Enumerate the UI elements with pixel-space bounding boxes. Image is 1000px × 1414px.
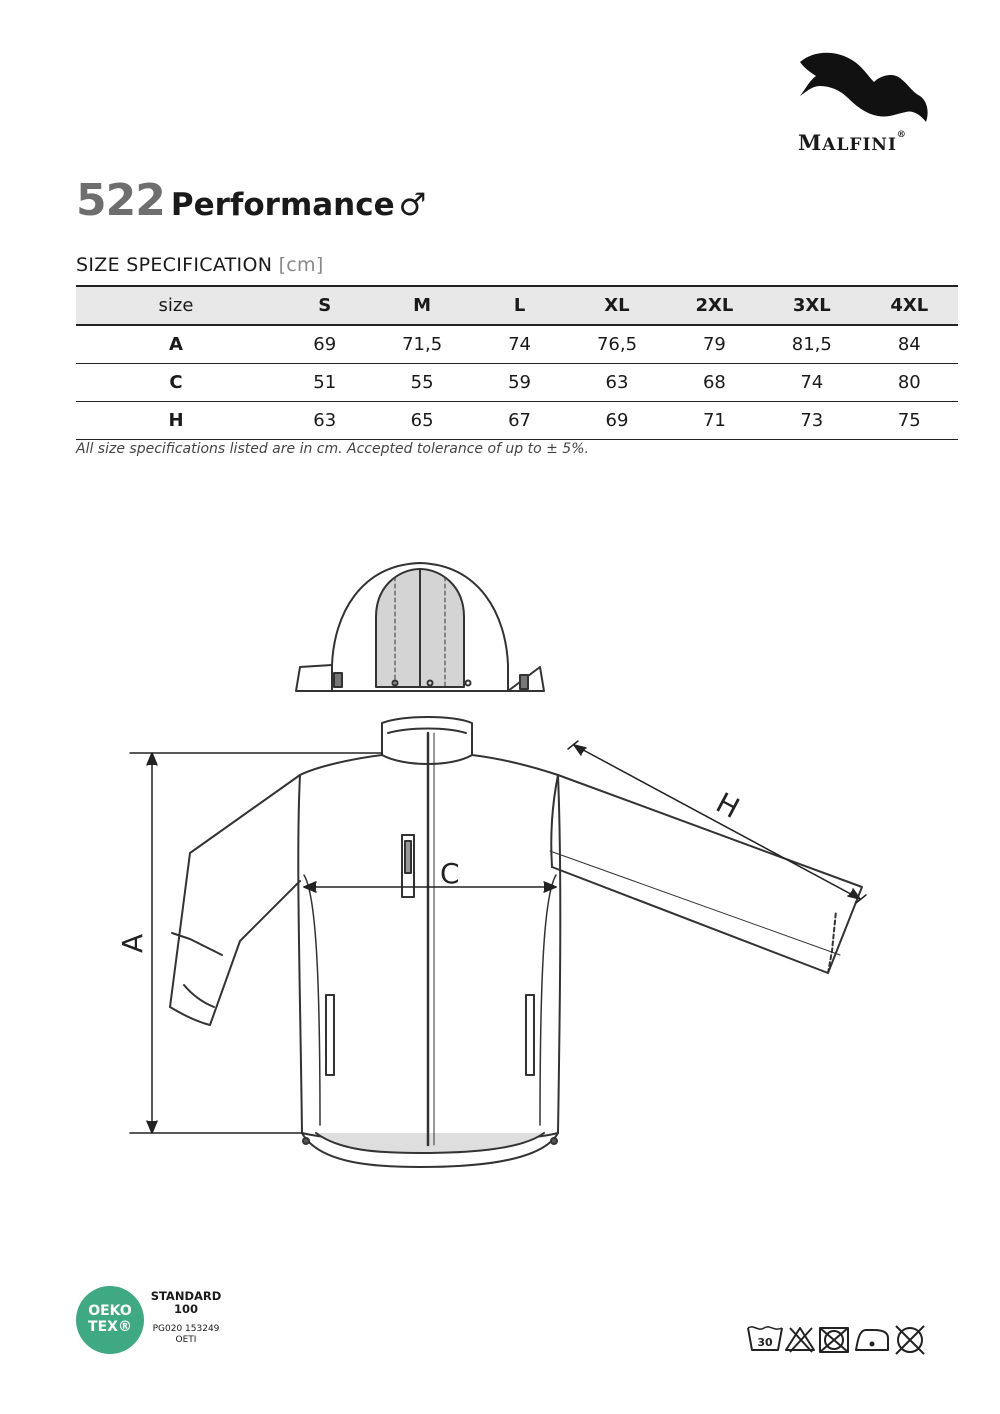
- dimension-label-h: H: [710, 786, 745, 826]
- spec-heading-text: SIZE SPECIFICATION: [76, 254, 273, 276]
- oeko-tex-badge: [76, 1286, 144, 1354]
- size-header-row: [76, 286, 958, 325]
- table-cell: 80: [861, 364, 958, 402]
- header-size: 2XL: [666, 286, 763, 325]
- table-row: [76, 402, 958, 440]
- table-cell: 74: [763, 364, 860, 402]
- spec-unit: [cm]: [278, 254, 324, 276]
- row-label: H: [76, 402, 276, 440]
- table-cell: 81,5: [763, 325, 860, 364]
- header-size-label: size: [76, 286, 276, 325]
- no-bleach-icon: [786, 1328, 814, 1352]
- table-cell: 67: [471, 402, 568, 440]
- wash-30-icon: [748, 1327, 782, 1350]
- table-cell: 75: [861, 402, 958, 440]
- brand-name: MALFINI®: [798, 130, 907, 155]
- row-label: C: [76, 364, 276, 402]
- product-title: [76, 175, 426, 226]
- oeko-badge-line1: OEKO: [88, 1303, 132, 1319]
- table-cell: 74: [471, 325, 568, 364]
- gender-male-icon: ♂: [398, 187, 427, 223]
- table-cell: 73: [763, 402, 860, 440]
- product-number: 522: [76, 175, 165, 226]
- brand-logo: [796, 48, 936, 158]
- table-cell: 69: [568, 402, 665, 440]
- oeko-standard: [148, 1290, 224, 1316]
- standard-line1: STANDARD: [150, 1289, 222, 1303]
- size-table: [76, 285, 958, 440]
- iron-low-icon: [856, 1330, 888, 1350]
- no-dry-clean-icon: [896, 1326, 924, 1354]
- hood-drawing: [296, 563, 544, 691]
- table-row: [76, 364, 958, 402]
- table-cell: 55: [373, 364, 470, 402]
- eagle-icon: [796, 48, 936, 128]
- table-cell: 59: [471, 364, 568, 402]
- header-size: M: [373, 286, 470, 325]
- header-size: 4XL: [861, 286, 958, 325]
- dimension-label-a: A: [116, 933, 149, 953]
- header-size: S: [276, 286, 373, 325]
- wash-temp: 30: [757, 1336, 773, 1349]
- jacket-diagram: [116, 555, 880, 1175]
- table-row: [76, 325, 958, 364]
- table-cell: 71: [666, 402, 763, 440]
- row-label: A: [76, 325, 276, 364]
- oeko-badge-line2: TEX®: [88, 1319, 132, 1335]
- table-cell: 79: [666, 325, 763, 364]
- tolerance-note: All size specifications listed are in cm. Accepted tolerance of up to ± 5%.: [76, 441, 589, 457]
- table-cell: 71,5: [373, 325, 470, 364]
- jacket-drawing: [170, 717, 862, 1167]
- table-cell: 51: [276, 364, 373, 402]
- dimension-label-c: C: [440, 857, 460, 890]
- oeko-code: [148, 1324, 224, 1346]
- table-cell: 65: [373, 402, 470, 440]
- table-cell: 63: [276, 402, 373, 440]
- table-cell: 84: [861, 325, 958, 364]
- spec-heading: [76, 254, 324, 276]
- code-line2: OETI: [175, 1335, 197, 1345]
- standard-line2: 100: [173, 1302, 198, 1316]
- product-name: Performance: [170, 187, 395, 223]
- header-size: XL: [568, 286, 665, 325]
- table-cell: 68: [666, 364, 763, 402]
- no-tumble-dry-icon: [820, 1328, 848, 1352]
- measurement-lines: [130, 741, 866, 1133]
- table-cell: 76,5: [568, 325, 665, 364]
- table-cell: 63: [568, 364, 665, 402]
- header-size: 3XL: [763, 286, 860, 325]
- code-line1: PG020 153249: [152, 1324, 220, 1334]
- table-cell: 69: [276, 325, 373, 364]
- header-size: L: [471, 286, 568, 325]
- care-symbols: [746, 1322, 930, 1356]
